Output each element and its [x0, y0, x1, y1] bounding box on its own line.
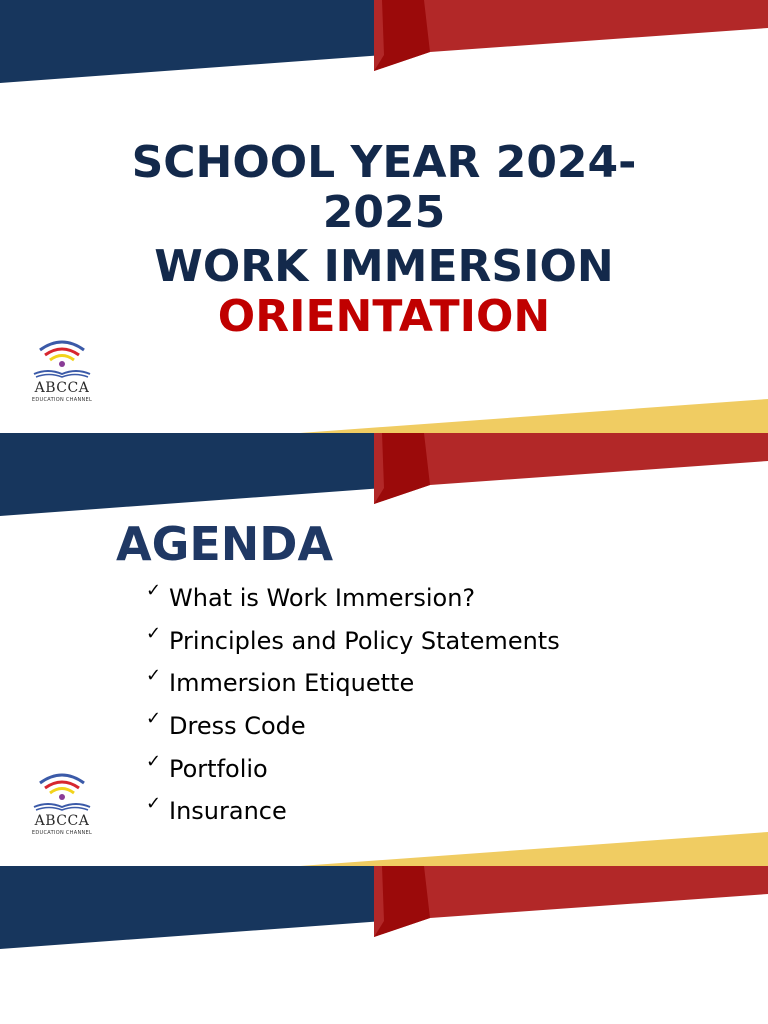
agenda-item-label: Immersion Etiquette: [169, 669, 415, 698]
top-banner: [0, 0, 768, 120]
agenda-item-label: Portfolio: [169, 754, 268, 783]
logo-subtitle: EDUCATION CHANNEL: [31, 397, 93, 403]
logo-name: ABCCA: [34, 380, 90, 396]
gold-stripe: [0, 393, 768, 433]
checkmark-icon: ✓: [146, 708, 162, 730]
agenda-heading: AGENDA: [116, 517, 334, 571]
slide-agenda: [0, 433, 768, 866]
logo-subtitle: EDUCATION CHANNEL: [31, 830, 93, 836]
checkmark-icon: ✓: [146, 793, 162, 815]
title-line-3: WORK IMMERSION: [154, 241, 614, 292]
agenda-item: [146, 666, 560, 709]
title-line-1: SCHOOL YEAR 2024-: [131, 137, 637, 188]
signal-book-icon: [26, 336, 98, 380]
agenda-item: [146, 624, 560, 667]
slide-partial: [0, 866, 768, 1024]
title-line-2: 2025: [322, 187, 446, 238]
slide-title: [0, 0, 768, 433]
title-line-4: ORIENTATION: [217, 291, 551, 342]
logo-name: ABCCA: [34, 813, 90, 829]
agenda-item: [146, 581, 560, 624]
agenda-item: [146, 709, 560, 752]
agenda-list: [146, 581, 560, 837]
agenda-item: [146, 752, 560, 795]
agenda-item-label: Principles and Policy Statements: [169, 626, 560, 655]
checkmark-icon: ✓: [146, 750, 162, 772]
checkmark-icon: ✓: [146, 580, 162, 601]
agenda-item-label: Insurance: [169, 797, 287, 826]
gold-stripe: [0, 826, 768, 866]
title-block: [0, 138, 768, 342]
agenda-item-label: What is Work Immersion?: [169, 584, 476, 612]
checkmark-icon: ✓: [146, 622, 162, 644]
agenda-item-label: Dress Code: [169, 712, 306, 741]
top-banner: [0, 866, 768, 986]
checkmark-icon: ✓: [146, 665, 162, 687]
signal-book-icon: [26, 769, 98, 813]
